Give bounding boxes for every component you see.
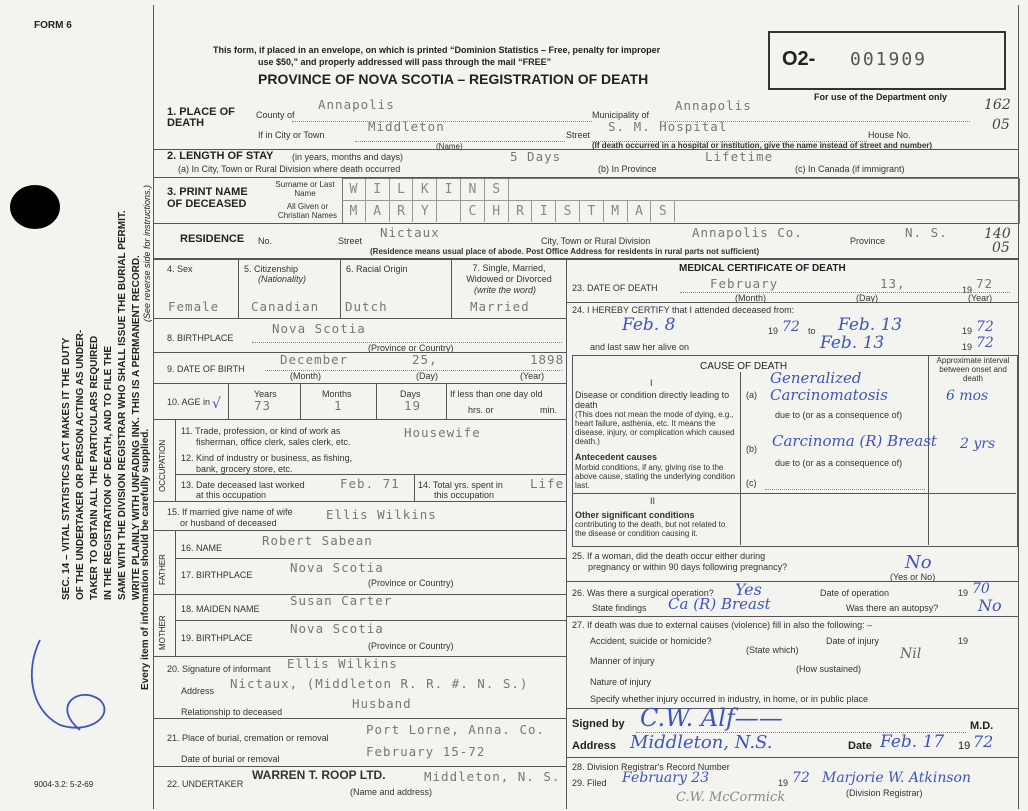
divider	[153, 383, 566, 384]
notice-line: IN THE REGISTRATION OF DEATH, AND TO FILE THE	[103, 345, 114, 600]
letter-cell: S	[556, 201, 580, 222]
registration-number-box	[768, 31, 1006, 90]
findings-label: State findings	[592, 603, 647, 613]
part-i: I	[650, 378, 653, 388]
sex-value: Female	[168, 299, 220, 314]
death-day: 13,	[880, 276, 906, 291]
dob-label: 9. DATE OF BIRTH	[167, 364, 245, 374]
notice-line: OF THE UNDERTAKER OR PERSON ACTING AS UNDER-	[75, 329, 86, 600]
divider	[153, 258, 1018, 260]
name-caption: (Name)	[436, 142, 463, 151]
dept-code-3: 140	[984, 226, 1011, 242]
father-side-label: FATHER	[158, 554, 167, 585]
q13-label: 13. Date deceased last worked	[181, 480, 305, 490]
residence-province-value: N. S.	[905, 225, 948, 240]
citizenship-label: 5. Citizenship	[244, 264, 299, 274]
age-div-3	[376, 383, 377, 419]
age-months-label: Months	[322, 389, 352, 399]
q13-value: Feb. 71	[340, 476, 400, 491]
given-names-label: All Given or Christian Names	[277, 202, 338, 220]
letter-cell: A	[628, 201, 652, 222]
how-sustained-caption: (How sustained)	[796, 664, 862, 674]
attended-to-label: to	[808, 326, 816, 336]
letter-cell: M	[342, 201, 366, 222]
death-year: 72	[976, 276, 994, 291]
q25-caption: (Yes or No)	[890, 572, 936, 582]
divider	[153, 718, 566, 719]
stay-b-label: (b) In Province	[598, 164, 657, 174]
age-days-value: 19	[404, 398, 422, 413]
marital-value: Married	[470, 299, 530, 314]
mother-birthplace-label: 19. BIRTHPLACE	[181, 633, 253, 643]
last-saw-date: Feb. 13	[820, 333, 885, 353]
father-birthplace-caption: (Province or Country)	[368, 578, 454, 588]
letter-cell	[437, 201, 461, 222]
death-date-line	[680, 292, 1010, 293]
burial-date-value: February 15-72	[366, 744, 486, 759]
cause-of-death-header: CAUSE OF DEATH	[700, 361, 788, 372]
notice-line: WRITE PLAINLY WITH UNFADING INK. THIS IS A PERMANENT RECORD.	[131, 255, 142, 600]
op-date-19: 19	[958, 588, 969, 598]
signed-by-label: Signed by	[572, 718, 625, 730]
burial-place-value: Port Lorne, Anna. Co.	[366, 722, 546, 737]
medical-header: MEDICAL CERTIFICATE OF DEATH	[679, 263, 846, 274]
residence-street-value: Nictaux	[380, 225, 440, 240]
surname-label: Surname or Last Name	[275, 180, 335, 198]
municipality-value: Annapolis	[675, 98, 752, 113]
marital-sub: (write the word)	[474, 285, 537, 295]
q26-value: Yes	[735, 580, 762, 599]
father-birthplace-value: Nova Scotia	[290, 560, 384, 575]
cause-part-divider	[572, 493, 1016, 494]
antecedent-note: Morbid conditions, if any, giving rise to the above cause, stating the underlying condition last.	[575, 463, 736, 490]
informant-address-value: Nictaux, (Middleton R. R. #. N. S.)	[230, 676, 529, 691]
age-years-label: Years	[254, 389, 277, 399]
filed-19: 19	[778, 778, 789, 788]
q25-value: No	[905, 552, 932, 573]
relationship-label: Relationship to deceased	[181, 707, 283, 717]
last-saw-19: 19	[962, 342, 973, 352]
racial-origin-label: 6. Racial Origin	[346, 264, 408, 274]
other-label: Other significant conditions	[575, 510, 695, 520]
mother-birthplace-caption: (Province or Country)	[368, 641, 454, 651]
interval-divider	[928, 355, 929, 545]
letter-cell: I	[532, 201, 556, 222]
md-label: M.D.	[970, 720, 994, 732]
vital-statistics-notice	[60, 210, 144, 600]
undertaker-label: 22. UNDERTAKER	[167, 779, 244, 789]
birthplace-caption: (Province or Country)	[368, 343, 454, 353]
sign-date: Feb. 17	[880, 732, 945, 752]
cause-a-value: Generalized Carcinomatosis	[770, 369, 888, 404]
municipality-label: Municipality of	[592, 110, 650, 120]
mother-side-divider	[175, 594, 176, 656]
attended-to-19: 19	[962, 326, 973, 336]
divider	[153, 352, 566, 353]
sign-date-19: 19	[958, 740, 971, 752]
dob-month-caption: (Month)	[290, 371, 322, 381]
birthplace-value: Nova Scotia	[272, 321, 366, 336]
residence-street-label: Street	[338, 236, 363, 246]
letter-cell: K	[413, 179, 437, 200]
last-saw-year: 72	[976, 335, 994, 351]
cause-a-label: (a)	[746, 390, 757, 400]
sign-date-label: Date	[848, 740, 872, 752]
death-month: February	[710, 276, 779, 291]
filed-year: 72	[792, 770, 810, 786]
age-months-value: 1	[334, 398, 343, 413]
stay-b-value: Lifetime	[705, 149, 774, 164]
physician-address-label: Address	[572, 740, 617, 752]
length-of-stay-sub: (in years, months and days)	[292, 152, 404, 162]
injury-date-label: Date of injury	[826, 636, 880, 646]
due-to-a: due to (or as a consequence of)	[775, 410, 903, 420]
registration-number: 001909	[850, 49, 928, 70]
dob-month: December	[280, 352, 349, 367]
q12b-label: bank, grocery store, etc.	[196, 464, 293, 474]
accident-label: Accident, suicide or homicide?	[590, 636, 712, 646]
letter-cell: R	[509, 201, 533, 222]
city-label: If in City or Town	[258, 130, 325, 140]
see-reverse-note: (See reverse side for instructions.)	[142, 184, 152, 322]
mother-birthplace-value: Nova Scotia	[290, 621, 384, 636]
filed-date: February 23	[622, 770, 710, 786]
citizenship-sub: (Nationality)	[258, 274, 307, 284]
part-ii: II	[650, 496, 656, 506]
q26-label: 26. Was there a surgical operation?	[572, 588, 714, 598]
q14-value: Life	[530, 476, 565, 491]
cause-c-line	[765, 489, 925, 490]
letter-cell: M	[604, 201, 628, 222]
sign-date-year: 72	[973, 732, 994, 751]
q11b-label: fisherman, office clerk, sales clerk, etc.	[196, 437, 351, 447]
letter-cell: I	[366, 179, 390, 200]
letter-cell: A	[366, 201, 390, 222]
residence-city-value: Annapolis Co.	[692, 225, 803, 240]
residence-province-label: Province	[850, 236, 886, 246]
dept-code-1: 162	[984, 97, 1011, 113]
residence-note: (Residence means usual place of abode. Post Office Address for residents in rural parts not sufficient)	[370, 247, 760, 256]
racial-origin-value: Dutch	[345, 299, 388, 314]
mother-maiden-value: Susan Carter	[290, 593, 393, 608]
antecedent-label: Antecedent causes	[575, 452, 658, 462]
spouse-value: Ellis Wilkins	[326, 507, 437, 522]
divider	[153, 149, 1018, 150]
q14-divider	[414, 474, 415, 501]
mail-notice-2: use $50,” and properly addressed will pass through the mail “FREE”	[258, 57, 552, 67]
age-div-4	[446, 383, 447, 419]
margin-scribble-path	[32, 640, 105, 730]
undertaker-stamp: WARREN T. ROOP LTD.	[252, 768, 386, 782]
q25-label: 25. If a woman, did the death occur either during	[572, 551, 766, 561]
cause-b-value: Carcinoma (R) Breast	[772, 432, 937, 450]
occupation-side-label: OCCUPATION	[158, 439, 167, 492]
department-use: For use of the Department only	[814, 92, 948, 102]
print-code: 9004-3.2: 5-2-69	[34, 780, 94, 789]
house-no-label: House No.	[868, 130, 911, 140]
undertaker-caption: (Name and address)	[350, 787, 433, 797]
age-div-2	[300, 383, 301, 419]
death-day-caption: (Day)	[856, 293, 878, 303]
divider	[153, 530, 566, 531]
q14-label: 14. Total yrs. spent in	[418, 480, 503, 490]
q28-label: 28. Division Registrar's Record Number	[572, 762, 730, 772]
sex-label: 4. Sex	[167, 264, 193, 274]
cause-b-label: (b)	[746, 444, 757, 454]
findings-value: Ca (R) Breast	[668, 595, 771, 613]
divider	[153, 501, 566, 502]
informant-sig-label: 20. Signature of informant	[167, 664, 271, 674]
father-name-value: Robert Sabean	[262, 533, 373, 548]
last-saw-label: and last saw her alive on	[590, 342, 690, 352]
form-number: FORM 6	[34, 20, 72, 31]
disease-note: (This does not mean the mode of dying, e.g., heart failure, asthenia, etc. It means the disease, injury, or complication which caused death.)	[575, 410, 735, 446]
notice-line: SAME WITH THE DIVISION REGISTRAR WHO SHALL ISSUE THE BURIAL PERMIT.	[117, 210, 128, 600]
letter-cell: L	[390, 179, 414, 200]
notice-line: TAKER TO OBTAIN ALL THE PARTICULARS REQUIRED	[89, 335, 100, 600]
interval-header: Approximate interval between onset and death	[936, 356, 1010, 383]
mail-notice-1: This form, if placed in an envelope, on which is printed “Dominion Statistics – Free, penalty for improper	[213, 45, 661, 55]
date-of-death-label: 23. DATE OF DEATH	[572, 283, 658, 293]
divider	[153, 766, 566, 767]
print-name-label: 3. PRINT NAME OF DECEASED	[167, 186, 248, 210]
burial-date-label: Date of burial or removal	[181, 754, 280, 764]
physician-address: Middleton, N.S.	[630, 732, 773, 753]
stay-a-label: (a) In City, Town or Rural Division where death occurred	[178, 164, 401, 174]
sex-divider	[238, 258, 239, 318]
q25b-label: pregnancy or within 90 days following pregnancy?	[588, 562, 788, 572]
q13b-label: at this occupation	[196, 490, 267, 500]
physician-signature: C.W. Alf——	[640, 704, 783, 732]
form-title: PROVINCE OF NOVA SCOTIA – REGISTRATION OF DEATH	[258, 71, 649, 87]
divider	[566, 708, 1018, 709]
attended-from: Feb. 8	[622, 315, 676, 335]
informant-sig-value: Ellis Wilkins	[287, 656, 398, 671]
age-days-label: Days	[400, 389, 421, 399]
dept-code-4: 05	[992, 240, 1010, 256]
relationship-value: Husband	[352, 696, 412, 711]
city-value: Middleton	[368, 119, 445, 134]
column-divider	[566, 258, 567, 809]
divider	[153, 223, 1018, 224]
death-year-prefix: 19	[962, 285, 973, 295]
registration-prefix: O2-	[782, 48, 816, 70]
stay-a-value: 5 Days	[510, 149, 562, 164]
citizenship-divider	[340, 258, 341, 318]
divider	[153, 318, 566, 319]
age-years-value: 73	[254, 398, 272, 413]
q11-label: 11. Trade, profession, or kind of work as	[181, 426, 341, 436]
residence-city-label: City, Town or Rural Division	[541, 236, 651, 246]
letter-cell: R	[390, 201, 414, 222]
q15b-label: or husband of deceased	[180, 518, 277, 528]
age-less-day: If less than one day old	[450, 389, 543, 399]
disease-label: Disease or condition directly leading to death	[575, 390, 730, 410]
every-item-note: Every item of information should be carefully supplied.	[140, 428, 151, 690]
q27-label: 27. If death was due to external causes (violence) fill in also the following: –	[572, 620, 873, 630]
letter-cell: Y	[413, 201, 437, 222]
marital-label: 7. Single, Married, Widowed or Divorced	[466, 263, 552, 284]
margin-scribble	[20, 630, 130, 740]
dob-day-caption: (Day)	[416, 371, 438, 381]
age-min: min.	[540, 405, 558, 415]
birthplace-label: 8. BIRTHPLACE	[167, 333, 234, 343]
length-of-stay-label: 2. LENGTH OF STAY	[167, 150, 274, 162]
divider	[566, 302, 1018, 303]
manner-value: Nil	[900, 646, 922, 662]
father-birthplace-label: 17. BIRTHPLACE	[181, 570, 253, 580]
age-hrs: hrs. or	[468, 405, 494, 415]
registrar-signature: Marjorie W. Atkinson	[822, 770, 971, 786]
specify-label: Specify whether injury occurred in industry, in home, or in public place	[590, 694, 868, 704]
attended-to: Feb. 13	[838, 315, 903, 335]
age-label: 10. AGE in	[167, 397, 211, 407]
dob-day: 25,	[412, 352, 438, 367]
op-date-label: Date of operation	[820, 588, 890, 598]
attended-to-year: 72	[976, 319, 994, 335]
hospital-note: (If death occurred in a hospital or institution, give the name instead of street and number)	[592, 141, 933, 150]
death-month-caption: (Month)	[735, 293, 767, 303]
cause-a-interval: 6 mos	[946, 388, 989, 404]
death-year-caption: (Year)	[968, 293, 993, 303]
autopsy-value: No	[978, 596, 1002, 615]
manner-label: Manner of injury	[590, 656, 655, 666]
informant-address-label: Address	[181, 686, 215, 696]
age-check: √	[212, 396, 221, 412]
letter-cell: S	[651, 201, 675, 222]
q15-label: 15. If married give name of wife	[167, 507, 293, 517]
nature-label: Nature of injury	[590, 677, 652, 687]
letter-cell: C	[461, 201, 485, 222]
county-value: Annapolis	[318, 97, 395, 112]
place-of-death-label: 1. PLACE OF DEATH	[167, 106, 235, 129]
attended-from-year: 72	[782, 319, 800, 335]
dob-year: 1898	[530, 352, 565, 367]
occupation-sub-divider	[175, 474, 566, 475]
q11-value: Housewife	[404, 425, 481, 440]
cause-c-label: (c)	[746, 478, 757, 488]
residence-no-label: No.	[258, 236, 273, 246]
redaction-blob	[10, 185, 60, 229]
racial-divider	[451, 258, 452, 318]
age-div-1	[228, 383, 229, 419]
divider	[153, 419, 566, 420]
other-note: contributing to the death, but not related to the disease or condition causing it.	[575, 520, 726, 538]
frame-right	[1018, 5, 1019, 809]
street-value: S. M. Hospital	[608, 119, 728, 134]
dept-code-2: 05	[992, 117, 1010, 133]
op-date-value: 70	[972, 581, 990, 597]
mother-side-label: MOTHER	[158, 615, 167, 650]
state-which-caption: (State which)	[746, 645, 799, 655]
burial-place-label: 21. Place of burial, cremation or removal	[167, 733, 329, 743]
letter-cell: N	[461, 179, 485, 200]
undertaker-town: Middleton, N. S.	[424, 769, 561, 784]
dob-year-caption: (Year)	[520, 371, 545, 381]
letter-cell: H	[485, 201, 509, 222]
notice-line: SEC. 14 – VITAL STATISTICS ACT MAKES IT THE DUTY	[61, 337, 72, 600]
stay-c-label: (c) In Canada (if immigrant)	[795, 164, 905, 174]
street-label: Street	[566, 130, 591, 140]
residence-label: RESIDENCE	[180, 233, 245, 245]
father-name-label: 16. NAME	[181, 543, 223, 553]
cause-b-interval: 2 yrs	[960, 436, 996, 452]
father-side-divider	[175, 530, 176, 594]
registrar-caption: (Division Registrar)	[846, 788, 923, 798]
citizenship-value: Canadian	[251, 299, 320, 314]
q29-label: 29. Filed	[572, 778, 607, 788]
letter-cell: S	[485, 179, 509, 200]
letter-cell: W	[342, 179, 366, 200]
countersignature: C.W. McCormick	[676, 790, 786, 805]
injury-date-19: 19	[958, 636, 969, 646]
divider	[566, 581, 1018, 582]
father-sub-divider	[175, 558, 566, 559]
divider	[566, 757, 1018, 758]
autopsy-label: Was there an autopsy?	[846, 603, 939, 613]
cause-column-divider	[740, 372, 741, 545]
due-to-b: due to (or as a consequence of)	[775, 458, 903, 468]
mother-maiden-label: 18. MAIDEN NAME	[181, 604, 260, 614]
divider	[566, 616, 1018, 617]
letter-cell: T	[580, 201, 604, 222]
certify-label: 24. I HEREBY CERTIFY that I attended deceased from:	[572, 305, 795, 315]
q12-label: 12. Kind of industry or business, as fishing,	[181, 453, 353, 463]
frame-left	[153, 5, 154, 809]
letter-cell: I	[437, 179, 461, 200]
attended-from-19: 19	[768, 326, 779, 336]
occupation-side-divider	[175, 419, 176, 501]
county-label: County of	[256, 110, 295, 120]
q14b-label: this occupation	[434, 490, 495, 500]
